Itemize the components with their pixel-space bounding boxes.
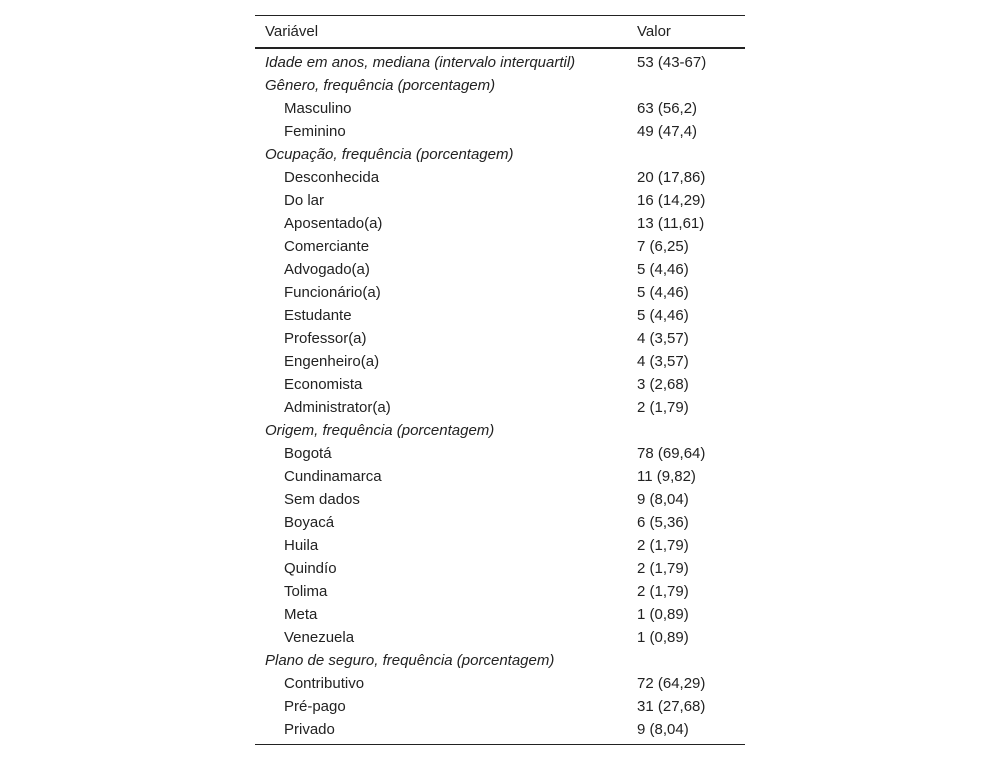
row-label: Advogado(a) — [284, 261, 370, 278]
table-row — [255, 97, 745, 120]
table-category-row — [255, 649, 745, 672]
table-header — [255, 16, 745, 49]
row-value: 2 (1,79) — [637, 560, 689, 577]
row-label: Engenheiro(a) — [284, 353, 380, 370]
table-row — [255, 626, 745, 649]
table-row — [255, 580, 745, 603]
row-value: 1 (0,89) — [637, 606, 689, 623]
row-label: Boyacá — [284, 514, 335, 531]
row-value: 20 (17,86) — [637, 169, 706, 186]
table-row — [255, 212, 745, 235]
table-row — [255, 511, 745, 534]
table-row — [255, 350, 745, 373]
table-row — [255, 672, 745, 695]
table-row — [255, 235, 745, 258]
table-row — [255, 396, 745, 419]
row-label: Cundinamarca — [284, 468, 382, 485]
row-value: 5 (4,46) — [637, 307, 689, 324]
table-row — [255, 534, 745, 557]
row-label: Idade em anos, mediana (intervalo interquartil) — [265, 54, 576, 71]
row-value: 4 (3,57) — [637, 330, 689, 347]
table-row — [255, 281, 745, 304]
table-category-row — [255, 74, 745, 97]
row-value: 72 (64,29) — [637, 675, 706, 692]
row-label: Gênero, frequência (porcentagem) — [265, 77, 496, 94]
row-label: Desconhecida — [284, 169, 380, 186]
row-label: Professor(a) — [284, 330, 367, 347]
row-label: Privado — [284, 721, 335, 738]
row-value: 13 (11,61) — [637, 215, 705, 232]
row-label: Feminino — [284, 123, 346, 140]
row-value: 7 (6,25) — [637, 238, 689, 255]
table-category-row — [255, 143, 745, 166]
row-label: Meta — [284, 606, 318, 623]
header-value: Valor — [637, 23, 671, 40]
row-label: Pré-pago — [284, 698, 346, 715]
table-row — [255, 465, 745, 488]
row-value: 53 (43-67) — [637, 54, 707, 71]
row-value: 63 (56,2) — [637, 100, 698, 117]
header-variable: Variável — [265, 23, 319, 40]
row-value: 78 (69,64) — [637, 445, 706, 462]
row-label: Huila — [284, 537, 319, 554]
row-label: Ocupação, frequência (porcentagem) — [265, 146, 514, 163]
table-row — [255, 373, 745, 396]
row-value: 11 (9,82) — [637, 468, 696, 485]
table-row — [255, 557, 745, 580]
row-value: 1 (0,89) — [637, 629, 689, 646]
table-row — [255, 327, 745, 350]
row-label: Venezuela — [284, 629, 355, 646]
row-label: Plano de seguro, frequência (porcentagem) — [265, 652, 555, 669]
row-value: 49 (47,4) — [637, 123, 698, 140]
row-value: 5 (4,46) — [637, 284, 689, 301]
row-value: 6 (5,36) — [637, 514, 689, 531]
row-label: Do lar — [284, 192, 325, 209]
row-value: 9 (8,04) — [637, 491, 689, 508]
row-value: 4 (3,57) — [637, 353, 689, 370]
table-row — [255, 603, 745, 626]
row-label: Funcionário(a) — [284, 284, 381, 301]
table-category-row — [255, 419, 745, 442]
row-value: 3 (2,68) — [637, 376, 689, 393]
row-label: Contributivo — [284, 675, 365, 692]
table-row — [255, 189, 745, 212]
row-label: Sem dados — [284, 491, 360, 508]
row-value: 2 (1,79) — [637, 399, 689, 416]
row-label: Origem, frequência (porcentagem) — [265, 422, 495, 439]
row-value: 2 (1,79) — [637, 537, 689, 554]
table-row — [255, 304, 745, 327]
table-row — [255, 718, 745, 741]
row-label: Tolima — [284, 583, 328, 600]
row-label: Economista — [284, 376, 363, 393]
table-row — [255, 258, 745, 281]
row-value: 31 (27,68) — [637, 698, 706, 715]
row-value: 16 (14,29) — [637, 192, 706, 209]
row-label: Quindío — [284, 560, 337, 577]
table-body — [255, 49, 745, 745]
row-label: Masculino — [284, 100, 352, 117]
table-row — [255, 488, 745, 511]
row-value: 5 (4,46) — [637, 261, 689, 278]
table-row — [255, 442, 745, 465]
row-label: Comerciante — [284, 238, 370, 255]
row-value: 9 (8,04) — [637, 721, 689, 738]
table-row — [255, 166, 745, 189]
row-label: Bogotá — [284, 445, 332, 462]
table-row — [255, 120, 745, 143]
table-row — [255, 695, 745, 718]
data-table — [255, 15, 745, 745]
row-label: Estudante — [284, 307, 352, 324]
row-label: Aposentado(a) — [284, 215, 383, 232]
table-category-row — [255, 51, 745, 74]
row-label: Administrator(a) — [284, 399, 391, 416]
row-value: 2 (1,79) — [637, 583, 689, 600]
